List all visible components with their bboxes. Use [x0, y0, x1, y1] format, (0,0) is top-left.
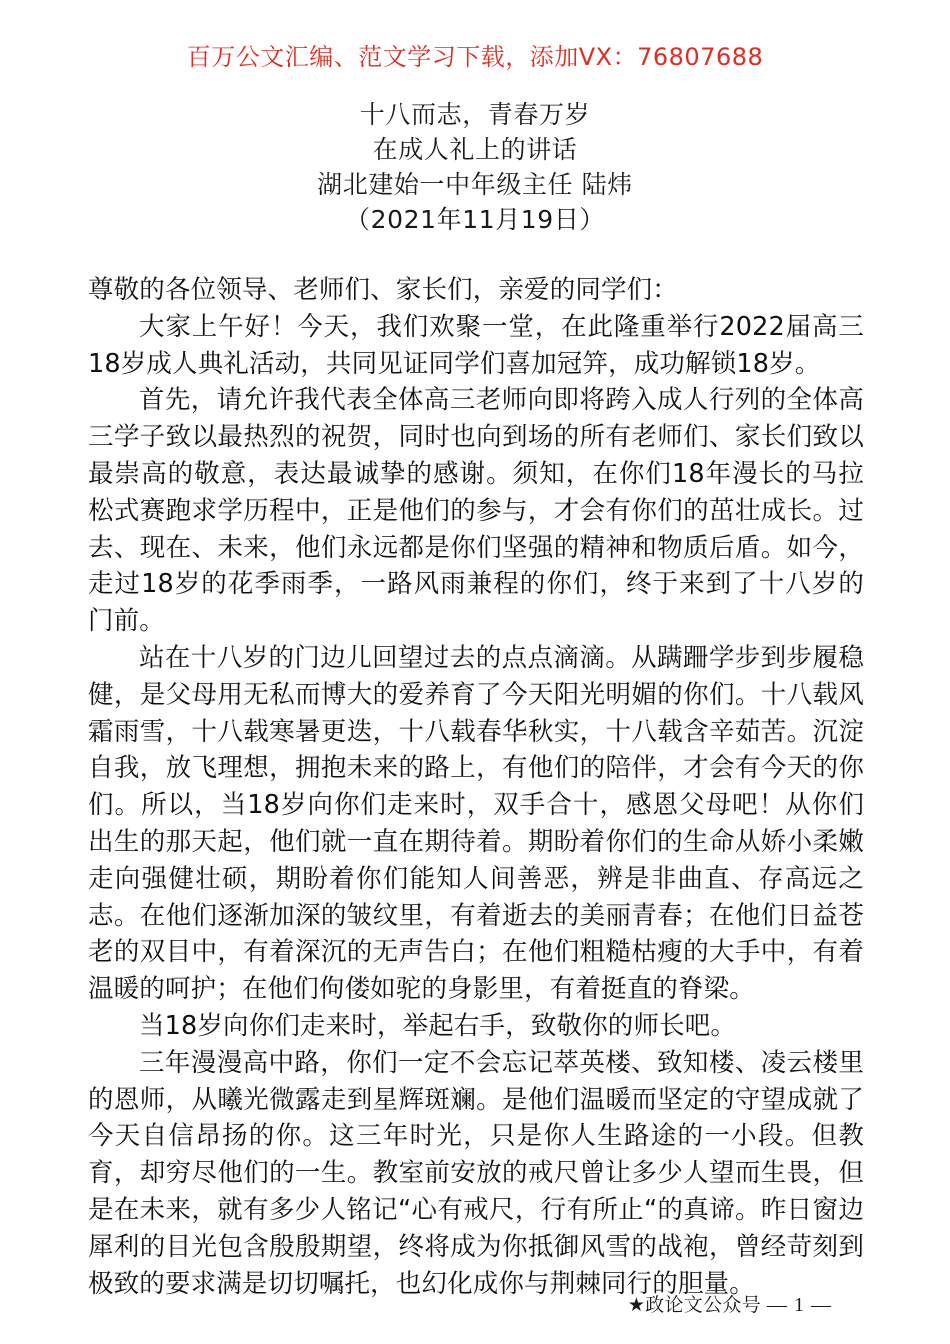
footer-page-number: — 1 — — [767, 1294, 832, 1316]
title-line-main: 十八而志，青春万岁 — [359, 100, 591, 129]
title-line-date: （2021年11月19日） — [344, 205, 606, 234]
paragraph-salutation: 尊敬的各位领导、老师们、家长们，亲爱的同学们： — [88, 275, 678, 305]
paragraph-salute: 当18岁向你们走来时，举起右手，致敬你的师长吧。 — [139, 1010, 737, 1041]
footer-publisher-mark: ★政论文公众号 — [627, 1294, 761, 1316]
paragraph-parents: 站在十八岁的门边儿回望过去的点点滴滴。从蹒跚学步到步履稳健，是父母用无私而博大的爱养育了今天阳光明媚的你们。十八载风霜雨雪，十八载寒暑更迭，十八载春华秋实，十八载含辛茹苦。沉淀自我，放飞理想，拥抱未来的路上，有他们的陪伴，才会有今天的你们。所以，当18岁向你们走来时，双手合十，感恩父母吧！从你们出生的那天起，他们就一直在期待着。期盼着你们的生命从娇小柔嫩走向强健壮硕，期盼着你们能知人间善恶，辨是非曲直、存高远之志。在他们逐渐加深的皱纹里，有着逝去的美丽青春；在他们日益苍老的双目中，有着深沉的无声告白；在他们粗糙枯瘦的大手中，有着温暖的呵护；在他们佝偻如驼的身影里，有着挺直的脊梁。 — [88, 642, 864, 1005]
title-line-subtitle: 在成人礼上的讲话 — [372, 135, 578, 164]
title-line-author: 湖北建始一中年级主任 陆炜 — [317, 170, 633, 199]
document-body — [88, 272, 864, 1302]
document-title-block — [0, 97, 950, 237]
promo-banner-text: 百万公文汇编、范文学习下载，添加VX：76807688 — [186, 43, 764, 71]
paragraph-thanks: 首先，请允许我代表全体高三老师向即将跨入成人行列的全体高三学子致以最热烈的祝贺，同时也向到场的所有老师们、家长们致以最崇高的敬意，表达最诚挚的感谢。须知，在你们18年漫长的马拉松式赛跑求学历程中，正是他们的参与，才会有你们的茁壮成长。过去、现在、未来，他们永远都是你们坚强的精神和物质后盾。如今，走过18岁的花季雨季，一路风雨兼程的你们，终于来到了十八岁的门前。 — [88, 385, 864, 637]
page-footer — [0, 1290, 950, 1317]
paragraph-greeting: 大家上午好！今天，我们欢聚一堂，在此隆重举行2022届高三18岁成人典礼活动，共同见证同学们喜加冠笄，成功解锁18岁。 — [88, 311, 864, 379]
paragraph-teachers: 三年漫漫高中路，你们一定不会忘记萃英楼、致知楼、凌云楼里的恩师，从曦光微露走到星辉斑斓。是他们温暖而坚定的守望成就了今天自信昂扬的你。这三年时光，只是你人生路途的一小段。但教育，却穷尽他们的一生。教室前安放的戒尺曾让多少人望而生畏，但是在未来，就有多少人铭记“心有戒尺，行有所止“的真谛。昨日窗边犀利的目光包含殷殷期望，终将成为你抵御风雪的战袍，曾经苛刻到极致的要求满是切切嘱托，也幻化成你与荆棘同行的胆量。 — [88, 1047, 864, 1299]
